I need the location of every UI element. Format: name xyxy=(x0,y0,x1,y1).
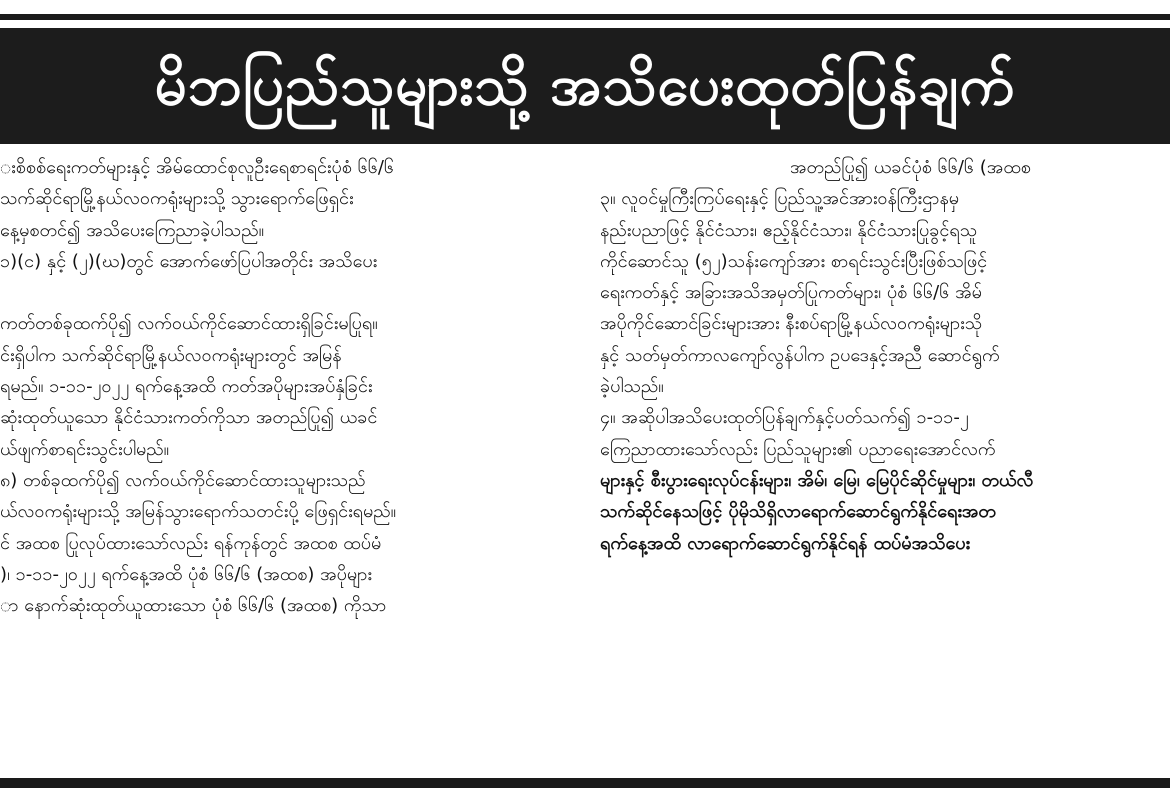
text-line: ကြေညာထားသော်လည်း ပြည်သူများ၏ ပညာရေးအောင်လက် xyxy=(600,438,996,460)
text-line: နေ့မှစတင်၍ အသိပေးကြေညာခဲ့ပါသည်။ xyxy=(0,219,265,241)
left-column xyxy=(0,152,578,772)
text-line: ၄။ အဆိုပါအသိပေးထုတ်ပြန်ချက်နှင့်ပတ်သက်၍ ၁-၁၁-၂ xyxy=(600,407,969,429)
text-line: ဆုံးထုတ်ယူသော နိုင်ငံသားကတ်ကိုသာ အတည်ပြု၍ ယခင် xyxy=(0,407,378,429)
text-line: ကတ်တစ်ခုထက်ပို၍ လက်ဝယ်ကိုင်ဆောင်ထားရှိခြင်းမပြုရ။ xyxy=(0,313,378,335)
text-line: )၊ ၁-၁၁-၂၀၂၂ ရက်နေ့အထိ ပုံစံ ၆၆/၆ (အထစ) အပိုများ xyxy=(0,563,372,585)
text-line: ၃။ လူဝင်မှုကြီးကြပ်ရေးနှင့် ပြည်သူ့အင်အားဝန်ကြီးဌာနမှ xyxy=(600,188,960,210)
text-line: ခဲ့ပါသည်။ xyxy=(600,376,664,398)
text-line: င် အထစ ပြုလုပ်ထားသော်လည်း ရန်ကုန်တွင် အထစ ထပ်မံ xyxy=(0,532,382,554)
text-line-bold: ရက်နေ့အထိ လာရောက်ဆောင်ရွက်နိုင်ရန် ထပ်မံအသိပေး xyxy=(600,532,971,554)
text-line: င်းရှိပါက သက်ဆိုင်ရာမြို့နယ်လဝကရုံးများတွင် အမြန် xyxy=(0,344,342,366)
top-rule xyxy=(0,14,1170,20)
text-line: နှင့် သတ်မှတ်ကာလကျော်လွန်ပါက ဥပဒေနှင့်အညီ ဆောင်ရွက် xyxy=(600,344,1000,366)
title-banner xyxy=(0,28,1170,144)
text-line: ရေးကတ်နှင့် အခြားအသိအမှတ်ပြုကတ်များ၊ ပုံစံ ၆၆/၆ အိမ် xyxy=(600,282,982,304)
text-line: ယ်လဝကရုံးများသို့ အမြန်သွားရောက်သတင်းပို့ ဖြေရှင်းရမည်။ xyxy=(0,501,397,523)
text-line: ယ်ဖျက်စာရင်းသွင်းပါမည်။ xyxy=(0,438,170,460)
text-line: ကိုင်ဆောင်သူ (၅၂)သန်းကျော်အား စာရင်းသွင်းပြီးဖြစ်သဖြင့် xyxy=(600,250,988,272)
page-title: မိဘပြည်သူများသို့ အသိပေးထုတ်ပြန်ချက် xyxy=(154,53,1016,119)
text-line: သက်ဆိုင်ရာမြို့နယ်လဝကရုံးများသို့ သွားရောက်ဖြေရှင်း xyxy=(0,188,354,210)
text-line: အပိုကိုင်ဆောင်ခြင်းများအား နီးစပ်ရာမြို့နယ်လဝကရုံးများသို xyxy=(600,313,983,335)
text-line: နည်းပညာဖြင့် နိုင်ငံသား၊ ဧည့်နိုင်ငံသား၊ နိုင်ငံသားပြုခွင့်ရသူ xyxy=(600,219,978,241)
text-line-bold: သက်ဆိုင်နေသဖြင့် ပိုမိုသိရှိလာရောက်ဆောင်ရွက်နိုင်ရေးအတ xyxy=(600,501,996,523)
bottom-rule xyxy=(0,778,1170,788)
text-line-bold: များနှင့် စီးပွားရေးလုပ်ငန်းများ၊ အိမ်၊ မြေ၊ မြေပိုင်ဆိုင်မှုများ၊ တယ်လီ xyxy=(600,469,1034,491)
right-column xyxy=(600,152,1170,772)
text-line xyxy=(0,277,578,308)
text-line: းစိစစ်ရေးကတ်များနှင့် အိမ်ထောင်စုလူဦးရေစာရင်းပုံစံ ၆၆/၆ xyxy=(0,157,395,178)
text-line: ၈) တစ်ခုထက်ပို၍ လက်ဝယ်ကိုင်ဆောင်ထားသူများသည် xyxy=(0,469,366,491)
text-line: အတည်ပြု၍ ယခင်ပုံစံ ၆၆/၆ (အထစ xyxy=(790,157,1031,178)
text-line: ာ နောက်ဆုံးထုတ်ယူထားသော ပုံစံ ၆၆/၆ (အထစ) ကိုသာ xyxy=(0,595,387,617)
text-line: ရမည်။ ၁-၁၁-၂၀၂၂ ရက်နေ့အထိ ကတ်အပိုများအပ်နှံခြင်း xyxy=(0,376,373,398)
text-line: ၁)(င) နှင့် (၂)(ဃ)တွင် အောက်ဖော်ပြပါအတိုင်း အသိပေး xyxy=(0,250,378,272)
